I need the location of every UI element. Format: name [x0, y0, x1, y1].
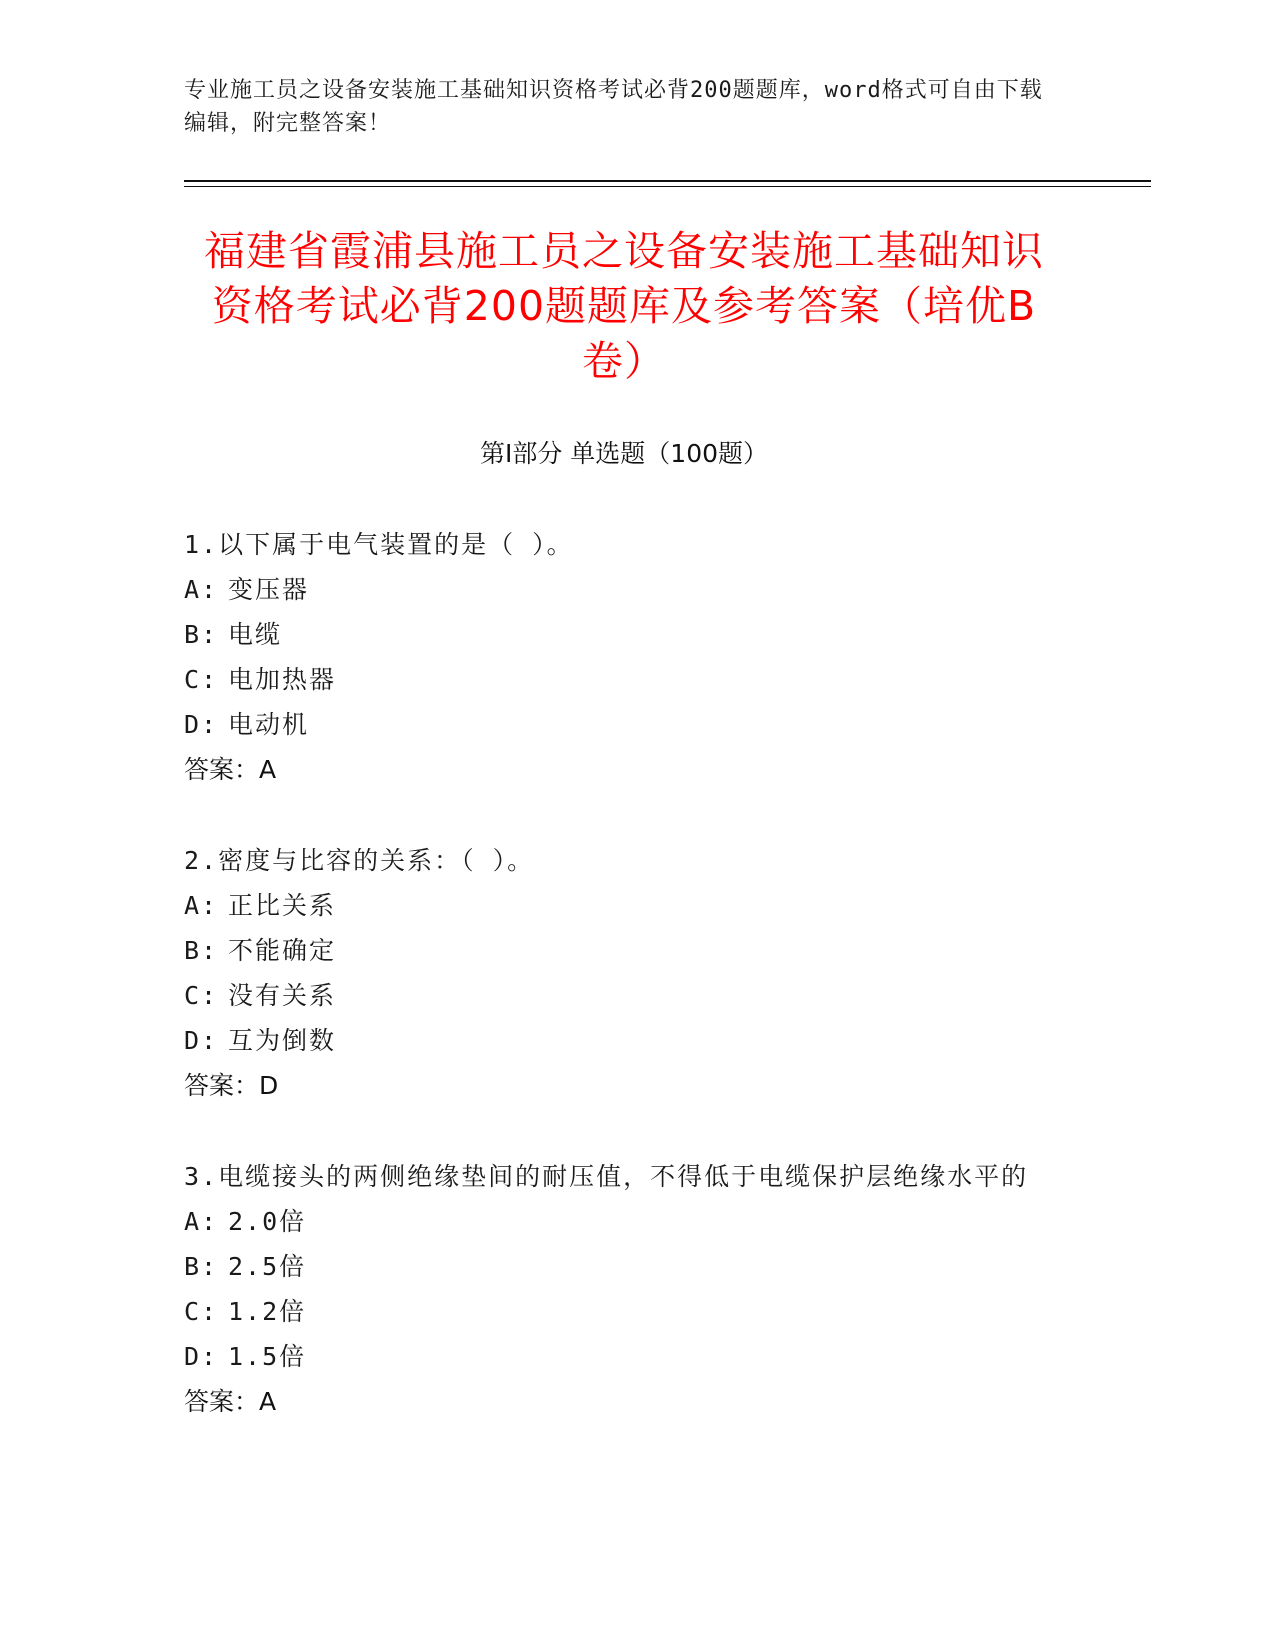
option-text: 电加热器 — [228, 665, 337, 694]
option-text: 电动机 — [228, 710, 310, 739]
question-item — [184, 838, 1064, 1108]
question-stem: 1.以下属于电气装置的是（ ）。 — [184, 530, 574, 559]
question-item — [184, 522, 1064, 792]
option-text: 1.2倍 — [228, 1297, 307, 1326]
option-text: 没有关系 — [228, 981, 337, 1010]
option-letter: C: — [184, 981, 219, 1010]
option-b — [184, 612, 1064, 657]
question-stem: 2.密度与比容的关系：（ ）。 — [184, 846, 535, 875]
option-text: 电缆 — [228, 620, 283, 649]
option-text: 正比关系 — [228, 891, 337, 920]
option-text: 2.0倍 — [228, 1207, 307, 1236]
question-answer: 答案：A — [184, 1387, 277, 1416]
option-a — [184, 1199, 1064, 1244]
option-c — [184, 1289, 1064, 1334]
option-b — [184, 1244, 1064, 1289]
option-letter: A: — [184, 891, 219, 920]
option-letter: B: — [184, 1252, 219, 1281]
option-letter: C: — [184, 1297, 219, 1326]
option-letter: A: — [184, 1207, 219, 1236]
question-stem: 3.电缆接头的两侧绝缘垫间的耐压值，不得低于电缆保护层绝缘水平的 — [184, 1162, 1029, 1191]
option-letter: D: — [184, 1026, 219, 1055]
option-a — [184, 883, 1064, 928]
option-text: 1.5倍 — [228, 1342, 307, 1371]
option-a — [184, 567, 1064, 612]
question-answer: 答案：A — [184, 755, 277, 784]
option-letter: C: — [184, 665, 219, 694]
option-d — [184, 1334, 1064, 1379]
option-c — [184, 973, 1064, 1018]
option-letter: D: — [184, 1342, 219, 1371]
option-d — [184, 1018, 1064, 1063]
option-letter: D: — [184, 710, 219, 739]
option-d — [184, 702, 1064, 747]
header-rule-thick — [184, 180, 1151, 182]
section-title: 第I部分 单选题（100题） — [479, 439, 769, 468]
option-letter: A: — [184, 575, 219, 604]
option-text: 互为倒数 — [228, 1026, 337, 1055]
header-note: 专业施工员之设备安装施工基础知识资格考试必背200题题库，word格式可自由下载编辑，附完整答案！ — [184, 78, 1043, 136]
document-title: 福建省霞浦县施工员之设备安装施工基础知识资格考试必背200题题库及参考答案（培优B卷） — [204, 227, 1044, 385]
header-rule-thin — [184, 186, 1151, 187]
option-text: 变压器 — [228, 575, 310, 604]
option-c — [184, 657, 1064, 702]
option-text: 2.5倍 — [228, 1252, 307, 1281]
question-item — [184, 1154, 1064, 1424]
question-answer: 答案：D — [184, 1071, 279, 1100]
option-letter: B: — [184, 620, 219, 649]
option-text: 不能确定 — [228, 936, 337, 965]
option-letter: B: — [184, 936, 219, 965]
option-b — [184, 928, 1064, 973]
